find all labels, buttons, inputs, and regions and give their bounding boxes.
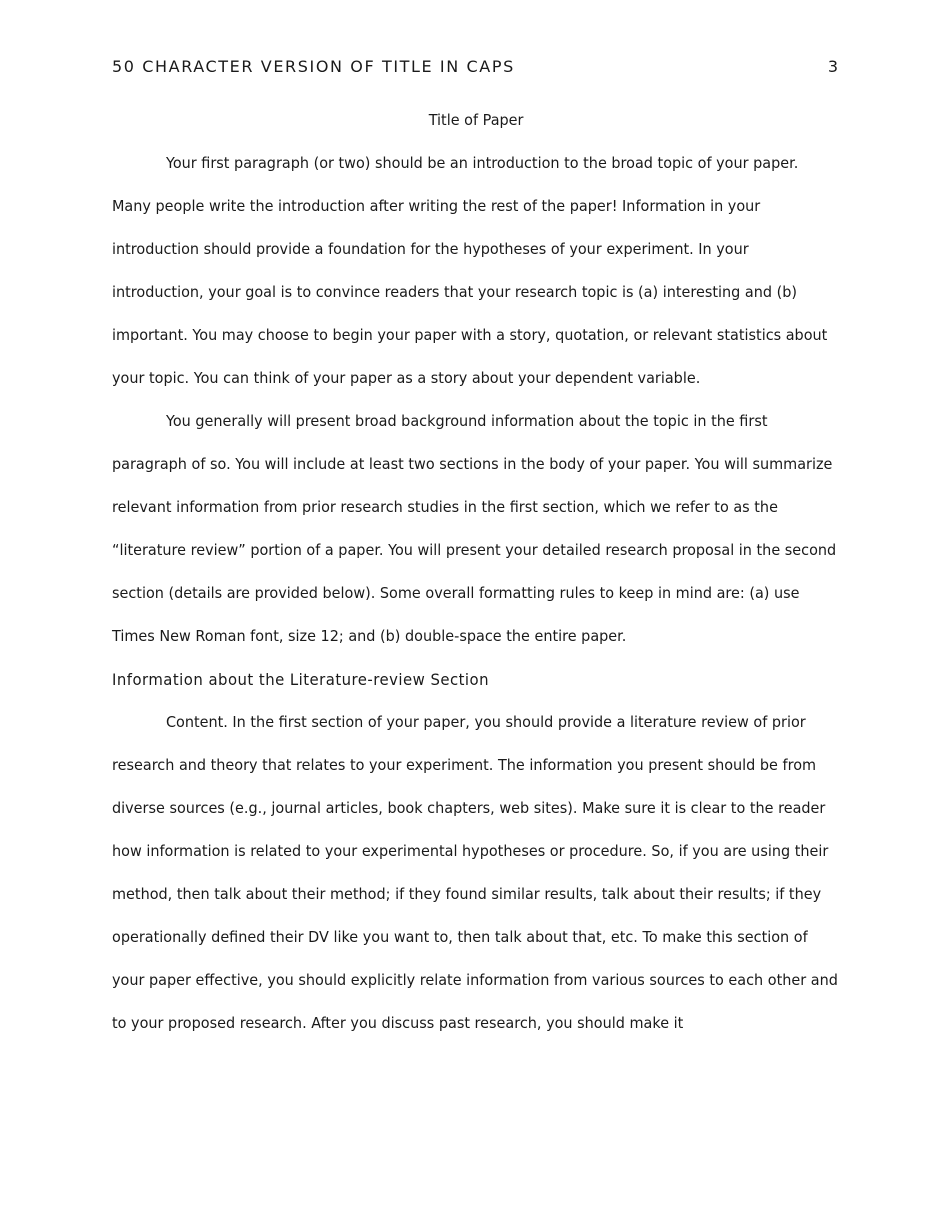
page-number: 3 xyxy=(827,57,838,76)
section-heading: Information about the Literature-review Section xyxy=(112,670,489,689)
paper-title: Title of Paper xyxy=(428,111,524,129)
intro-paragraph-1: Your first paragraph (or two) should be an introduction to the broad topic of your paper. Many people write the introduction after writing the rest of the paper! Information in your introduction should provide a foundation for the hypotheses of your experiment. In your introduction, your goal is to convince readers that your research topic is (a) interesting and (b) important. You may choose to begin your paper with a story, quotation, or relevant statistics about your topic. You can think of your paper as a story about your dependent variable. xyxy=(112,154,828,387)
intro-paragraph-2: You generally will present broad background information about the topic in the first paragraph of so. You will include at least two sections in the body of your paper. You will summarize relevant information from prior research studies in the first section, which we refer to as the “literature review” portion of a paper. You will present your detailed research proposal in the second section (details are provided below). Some overall formatting rules to keep in mind are: (a) use Times New Roman font, size 12; and (b) double-space the entire paper. xyxy=(112,412,837,645)
running-head: 50 CHARACTER VERSION OF TITLE IN CAPS xyxy=(112,57,515,76)
document-body xyxy=(112,99,840,1045)
section-paragraph-content: Content. In the first section of your paper, you should provide a literature review of prior research and theory that relates to your experiment. The information you present should be from diverse sources (e.g., journal articles, book chapters, web sites). Make sure it is clear to the reader how information is related to your experimental hypotheses or procedure. So, if you are using their method, then talk about their method; if they found similar results, talk about their results; if they operationally defined their DV like you want to, then talk about that, etc. To make this section of your paper effective, you should explicitly relate information from various sources to each other and to your proposed research. After you discuss past research, you should make it xyxy=(112,713,838,1032)
